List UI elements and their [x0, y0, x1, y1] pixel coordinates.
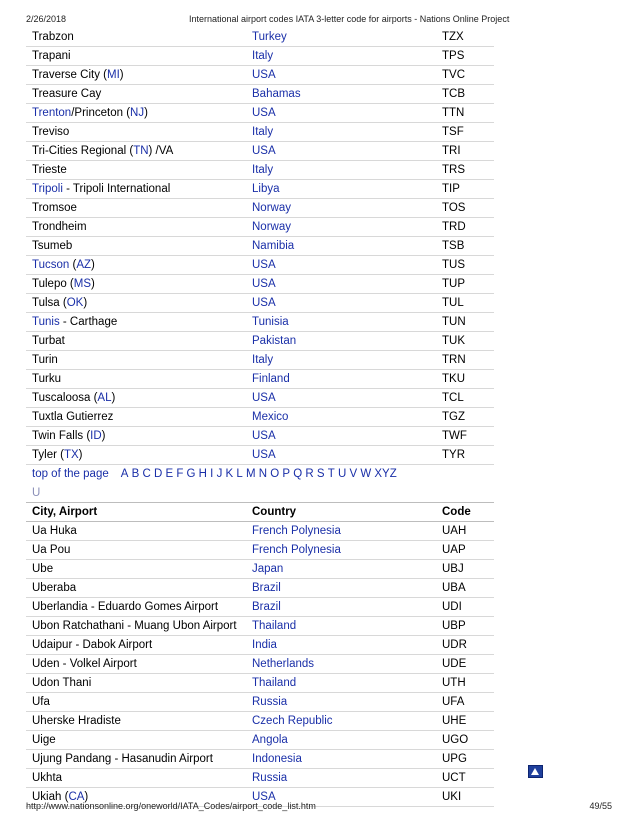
- letter-link[interactable]: XYZ: [374, 468, 397, 480]
- city-text: Trieste: [32, 164, 67, 176]
- city-cell: [26, 579, 246, 598]
- country-link[interactable]: French Polynesia: [252, 544, 341, 556]
- country-link[interactable]: Libya: [252, 183, 280, 195]
- city-text: Turin: [32, 354, 58, 366]
- country-link[interactable]: Bahamas: [252, 88, 301, 100]
- city-link[interactable]: ID: [90, 430, 102, 442]
- country-link[interactable]: Brazil: [252, 601, 281, 613]
- country-cell: [246, 579, 436, 598]
- table-row: [26, 522, 494, 541]
- city-text: Twin Falls (: [32, 430, 91, 442]
- letter-link[interactable]: H: [198, 468, 207, 480]
- country-cell: [246, 123, 436, 142]
- country-link[interactable]: Brazil: [252, 582, 281, 594]
- code-cell: TPS: [436, 47, 494, 66]
- code-cell: TVC: [436, 66, 494, 85]
- country-link[interactable]: Tunisia: [252, 316, 289, 328]
- city-text: Uden - Volkel Airport: [32, 658, 137, 670]
- country-cell: [246, 408, 436, 427]
- city-text: Uberlandia - Eduardo Gomes Airport: [32, 601, 219, 613]
- city-text: Uberaba: [32, 582, 77, 594]
- print-header: [26, 12, 612, 26]
- country-cell: [246, 218, 436, 237]
- table-row: [26, 769, 494, 788]
- city-link[interactable]: Tucson: [32, 259, 70, 271]
- table-row: [26, 104, 494, 123]
- country-link[interactable]: Norway: [252, 202, 291, 214]
- code-cell: UTH: [436, 674, 494, 693]
- city-text: (: [69, 259, 77, 271]
- city-text: Udaipur - Dabok Airport: [32, 639, 153, 651]
- table-row: [26, 275, 494, 294]
- city-text: ): [144, 107, 148, 119]
- country-link[interactable]: Italy: [252, 354, 274, 366]
- back-to-top-button[interactable]: [528, 765, 543, 778]
- letter-link[interactable]: T: [327, 468, 335, 480]
- page-content: [26, 28, 494, 807]
- city-cell: [26, 275, 246, 294]
- city-text: Tuxtla Gutierrez: [32, 411, 114, 423]
- letter-link[interactable]: U: [337, 468, 347, 480]
- letter-link[interactable]: K: [225, 468, 234, 480]
- table-row: [26, 161, 494, 180]
- city-text: Ukhta: [32, 772, 63, 784]
- city-text: Ukiah (: [32, 791, 69, 803]
- city-link[interactable]: Trenton: [32, 107, 72, 119]
- country-cell: [246, 199, 436, 218]
- city-text: Trabzon: [32, 31, 74, 43]
- letter-link[interactable]: Q: [293, 468, 303, 480]
- table-header-row: [26, 503, 494, 522]
- city-cell: [26, 769, 246, 788]
- table-row: [26, 446, 494, 465]
- city-link[interactable]: MI: [106, 69, 120, 81]
- code-cell: UCT: [436, 769, 494, 788]
- country-cell: [246, 731, 436, 750]
- table-row: [26, 313, 494, 332]
- city-cell: [26, 180, 246, 199]
- table-row: [26, 750, 494, 769]
- city-text: Tulepo (: [32, 278, 74, 290]
- city-text: Tulsa (: [32, 297, 67, 309]
- country-cell: [246, 598, 436, 617]
- table-row: [26, 28, 494, 47]
- city-cell: [26, 256, 246, 275]
- column-header-country: Country: [246, 503, 436, 522]
- country-link[interactable]: Angola: [252, 734, 288, 746]
- code-cell: TUL: [436, 294, 494, 313]
- code-cell: UBA: [436, 579, 494, 598]
- code-cell: UAP: [436, 541, 494, 560]
- letter-navigation: [26, 465, 494, 484]
- alphabet-links: [121, 468, 400, 480]
- city-text: Ujung Pandang - Hasanudin Airport: [32, 753, 213, 765]
- city-cell: [26, 237, 246, 256]
- city-link[interactable]: NJ: [130, 107, 145, 119]
- city-cell: [26, 123, 246, 142]
- table-row: [26, 617, 494, 636]
- country-link[interactable]: Mexico: [252, 411, 289, 423]
- country-link[interactable]: USA: [252, 259, 276, 271]
- country-cell: [246, 85, 436, 104]
- country-link[interactable]: Japan: [252, 563, 284, 575]
- city-text: ): [84, 791, 89, 803]
- country-cell: [246, 389, 436, 408]
- country-cell: [246, 66, 436, 85]
- table-row: [26, 142, 494, 161]
- table-row: [26, 598, 494, 617]
- country-cell: [246, 560, 436, 579]
- city-cell: [26, 408, 246, 427]
- country-cell: [246, 427, 436, 446]
- city-text: Uherske Hradiste: [32, 715, 121, 727]
- city-cell: [26, 712, 246, 731]
- country-cell: [246, 655, 436, 674]
- table-row: [26, 408, 494, 427]
- country-cell: [246, 104, 436, 123]
- city-cell: [26, 66, 246, 85]
- city-cell: [26, 313, 246, 332]
- letter-link[interactable]: D: [153, 468, 163, 480]
- country-link[interactable]: USA: [252, 791, 276, 803]
- letter-link[interactable]: F: [176, 468, 184, 480]
- code-cell: TRS: [436, 161, 494, 180]
- city-text: Turku: [32, 373, 61, 385]
- country-link[interactable]: Czech Republic: [252, 715, 333, 727]
- country-link[interactable]: Finland: [252, 373, 290, 385]
- country-cell: [246, 313, 436, 332]
- city-text: Turbat: [32, 335, 65, 347]
- city-text: Tuscaloosa (: [32, 392, 98, 404]
- letter-link[interactable]: C: [142, 468, 151, 480]
- table-row: [26, 389, 494, 408]
- country-link[interactable]: Namibia: [252, 240, 295, 252]
- country-cell: [246, 750, 436, 769]
- country-cell: [246, 275, 436, 294]
- city-text: Treasure Cay: [32, 88, 102, 100]
- code-cell: TSB: [436, 237, 494, 256]
- code-cell: TOS: [436, 199, 494, 218]
- city-cell: [26, 351, 246, 370]
- table-row: [26, 199, 494, 218]
- code-cell: TUP: [436, 275, 494, 294]
- airport-table-u: [26, 502, 494, 807]
- code-cell: UGO: [436, 731, 494, 750]
- code-cell: TCL: [436, 389, 494, 408]
- table-row: [26, 636, 494, 655]
- letter-link[interactable]: B: [131, 468, 140, 480]
- city-cell: [26, 85, 246, 104]
- letter-link[interactable]: J: [216, 468, 223, 480]
- code-cell: TUS: [436, 256, 494, 275]
- letter-link[interactable]: O: [270, 468, 280, 480]
- code-cell: TCB: [436, 85, 494, 104]
- letter-link[interactable]: P: [282, 468, 291, 480]
- country-link[interactable]: USA: [252, 297, 276, 309]
- code-cell: TRI: [436, 142, 494, 161]
- table-row: [26, 332, 494, 351]
- country-link[interactable]: USA: [252, 278, 276, 290]
- table-row: [26, 674, 494, 693]
- country-link[interactable]: USA: [252, 449, 276, 461]
- table-row: [26, 427, 494, 446]
- city-cell: [26, 617, 246, 636]
- city-text: Ua Huka: [32, 525, 77, 537]
- city-cell: [26, 636, 246, 655]
- city-link[interactable]: AZ: [76, 259, 92, 271]
- table-row: [26, 712, 494, 731]
- letter-link[interactable]: M: [245, 468, 256, 480]
- city-cell: [26, 655, 246, 674]
- country-cell: [246, 712, 436, 731]
- letter-link[interactable]: G: [186, 468, 196, 480]
- country-link[interactable]: USA: [252, 430, 276, 442]
- country-cell: [246, 522, 436, 541]
- code-cell: UBJ: [436, 560, 494, 579]
- table-row: [26, 256, 494, 275]
- country-cell: [246, 351, 436, 370]
- section-heading-u: U: [32, 487, 41, 499]
- country-cell: [246, 617, 436, 636]
- table-row: [26, 47, 494, 66]
- city-cell: [26, 370, 246, 389]
- country-cell: [246, 180, 436, 199]
- city-link[interactable]: Tunis: [32, 316, 60, 328]
- code-cell: TWF: [436, 427, 494, 446]
- city-text: ): [101, 430, 106, 442]
- city-text: ) /VA: [148, 145, 174, 157]
- letter-link[interactable]: R: [305, 468, 314, 480]
- table-row: [26, 123, 494, 142]
- code-cell: UPG: [436, 750, 494, 769]
- country-link[interactable]: Netherlands: [252, 658, 315, 670]
- code-cell: UKI: [436, 788, 494, 807]
- code-cell: TIP: [436, 180, 494, 199]
- country-cell: [246, 142, 436, 161]
- city-link[interactable]: OK: [66, 297, 84, 309]
- city-link[interactable]: TN: [133, 145, 149, 157]
- code-cell: UDI: [436, 598, 494, 617]
- country-link[interactable]: Italy: [252, 126, 274, 138]
- country-cell: [246, 28, 436, 47]
- country-link[interactable]: Thailand: [252, 677, 297, 689]
- country-cell: [246, 370, 436, 389]
- table-row: [26, 237, 494, 256]
- city-text: /Princeton (: [71, 107, 131, 119]
- country-cell: [246, 674, 436, 693]
- city-text: Treviso: [32, 126, 70, 138]
- city-text: Tri-Cities Regional (: [32, 145, 134, 157]
- country-cell: [246, 541, 436, 560]
- column-header-code: Code: [436, 503, 494, 522]
- country-cell: [246, 332, 436, 351]
- country-link[interactable]: USA: [252, 69, 276, 81]
- country-cell: [246, 636, 436, 655]
- table-row: [26, 351, 494, 370]
- code-cell: UFA: [436, 693, 494, 712]
- city-text: Udon Thani: [32, 677, 92, 689]
- letter-link[interactable]: N: [258, 468, 268, 480]
- city-cell: [26, 199, 246, 218]
- country-cell: [246, 294, 436, 313]
- code-cell: TUK: [436, 332, 494, 351]
- country-link[interactable]: Russia: [252, 772, 288, 784]
- city-cell: [26, 598, 246, 617]
- print-page-number: 49/55: [589, 801, 612, 811]
- city-cell: [26, 104, 246, 123]
- code-cell: TGZ: [436, 408, 494, 427]
- city-text: Ua Pou: [32, 544, 71, 556]
- column-header-city: City, Airport: [26, 503, 246, 522]
- city-text: Ubon Ratchathani - Muang Ubon Airport: [32, 620, 237, 632]
- letter-link[interactable]: I: [210, 468, 214, 480]
- letter-link[interactable]: V: [349, 468, 358, 480]
- country-cell: [246, 161, 436, 180]
- print-url: http://www.nationsonline.org/oneworld/IATA_Codes/airport_code_list.htm: [26, 801, 316, 811]
- city-cell: [26, 731, 246, 750]
- letter-link[interactable]: L: [236, 468, 243, 480]
- code-cell: UAH: [436, 522, 494, 541]
- table-row: [26, 655, 494, 674]
- city-cell: [26, 142, 246, 161]
- country-link[interactable]: USA: [252, 107, 276, 119]
- city-text: - Carthage: [59, 316, 118, 328]
- country-cell: [246, 693, 436, 712]
- letter-link[interactable]: S: [316, 468, 325, 480]
- city-cell: [26, 218, 246, 237]
- city-link[interactable]: AL: [97, 392, 112, 404]
- city-cell: [26, 446, 246, 465]
- table-row: [26, 85, 494, 104]
- letter-link[interactable]: W: [360, 468, 372, 480]
- city-text: - Tripoli International: [62, 183, 171, 195]
- code-cell: TSF: [436, 123, 494, 142]
- table-row: [26, 180, 494, 199]
- city-text: Uige: [32, 734, 56, 746]
- country-link[interactable]: USA: [252, 392, 276, 404]
- country-link[interactable]: French Polynesia: [252, 525, 341, 537]
- city-cell: [26, 47, 246, 66]
- top-of-page-link[interactable]: top of the page: [32, 468, 109, 480]
- code-cell: TRD: [436, 218, 494, 237]
- city-text: Tyler (: [32, 449, 64, 461]
- city-cell: [26, 541, 246, 560]
- city-cell: [26, 294, 246, 313]
- table-row: [26, 579, 494, 598]
- country-link[interactable]: Norway: [252, 221, 291, 233]
- city-cell: [26, 560, 246, 579]
- code-cell: TZX: [436, 28, 494, 47]
- country-link[interactable]: Thailand: [252, 620, 297, 632]
- city-cell: [26, 427, 246, 446]
- city-text: ): [111, 392, 116, 404]
- city-text: Tsumeb: [32, 240, 73, 252]
- country-link[interactable]: Italy: [252, 50, 274, 62]
- code-cell: TKU: [436, 370, 494, 389]
- city-cell: [26, 674, 246, 693]
- city-text: Tromsoe: [32, 202, 77, 214]
- city-cell: [26, 389, 246, 408]
- table-row: [26, 294, 494, 313]
- print-footer: [26, 799, 612, 813]
- city-cell: [26, 161, 246, 180]
- city-cell: [26, 522, 246, 541]
- code-cell: TUN: [436, 313, 494, 332]
- print-date: 2/26/2018: [26, 14, 67, 24]
- country-link[interactable]: Turkey: [252, 31, 287, 43]
- letter-link[interactable]: A: [120, 468, 129, 480]
- up-arrow-icon: [531, 768, 539, 775]
- city-text: ): [83, 297, 88, 309]
- print-title: International airport codes IATA 3-letter code for airports - Nations Online Project: [189, 14, 510, 24]
- country-link[interactable]: Pakistan: [252, 335, 297, 347]
- city-text: ): [91, 259, 95, 271]
- city-link[interactable]: Tripoli: [32, 183, 63, 195]
- code-cell: TRN: [436, 351, 494, 370]
- country-cell: [246, 47, 436, 66]
- city-text: Ube: [32, 563, 54, 575]
- table-row: [26, 541, 494, 560]
- table-row: [26, 370, 494, 389]
- letter-link[interactable]: E: [165, 468, 174, 480]
- airport-table-u-body: [26, 522, 494, 807]
- country-link[interactable]: Italy: [252, 164, 274, 176]
- country-cell: [246, 769, 436, 788]
- city-cell: [26, 693, 246, 712]
- city-link[interactable]: CA: [68, 791, 85, 803]
- table-row: [26, 560, 494, 579]
- city-text: Ufa: [32, 696, 50, 708]
- code-cell: UHE: [436, 712, 494, 731]
- city-cell: [26, 750, 246, 769]
- code-cell: TYR: [436, 446, 494, 465]
- table-row: [26, 66, 494, 85]
- airport-table-t: [26, 28, 494, 465]
- city-text: ): [78, 449, 83, 461]
- table-row: [26, 731, 494, 750]
- code-cell: UDE: [436, 655, 494, 674]
- country-cell: [246, 256, 436, 275]
- airport-table-t-body: [26, 28, 494, 465]
- country-link[interactable]: USA: [252, 145, 276, 157]
- table-row: [26, 693, 494, 712]
- city-cell: [26, 332, 246, 351]
- city-link[interactable]: TX: [63, 449, 79, 461]
- country-cell: [246, 446, 436, 465]
- country-link[interactable]: Russia: [252, 696, 288, 708]
- city-text: Traverse City (: [32, 69, 107, 81]
- code-cell: UBP: [436, 617, 494, 636]
- country-link[interactable]: Indonesia: [252, 753, 302, 765]
- code-cell: UDR: [436, 636, 494, 655]
- city-text: Trondheim: [32, 221, 87, 233]
- country-cell: [246, 237, 436, 256]
- city-text: ): [119, 69, 124, 81]
- city-text: Trapani: [32, 50, 71, 62]
- table-row: [26, 218, 494, 237]
- city-text: ): [91, 278, 95, 290]
- code-cell: TTN: [436, 104, 494, 123]
- country-link[interactable]: India: [252, 639, 277, 651]
- city-cell: [26, 28, 246, 47]
- city-link[interactable]: MS: [73, 278, 92, 290]
